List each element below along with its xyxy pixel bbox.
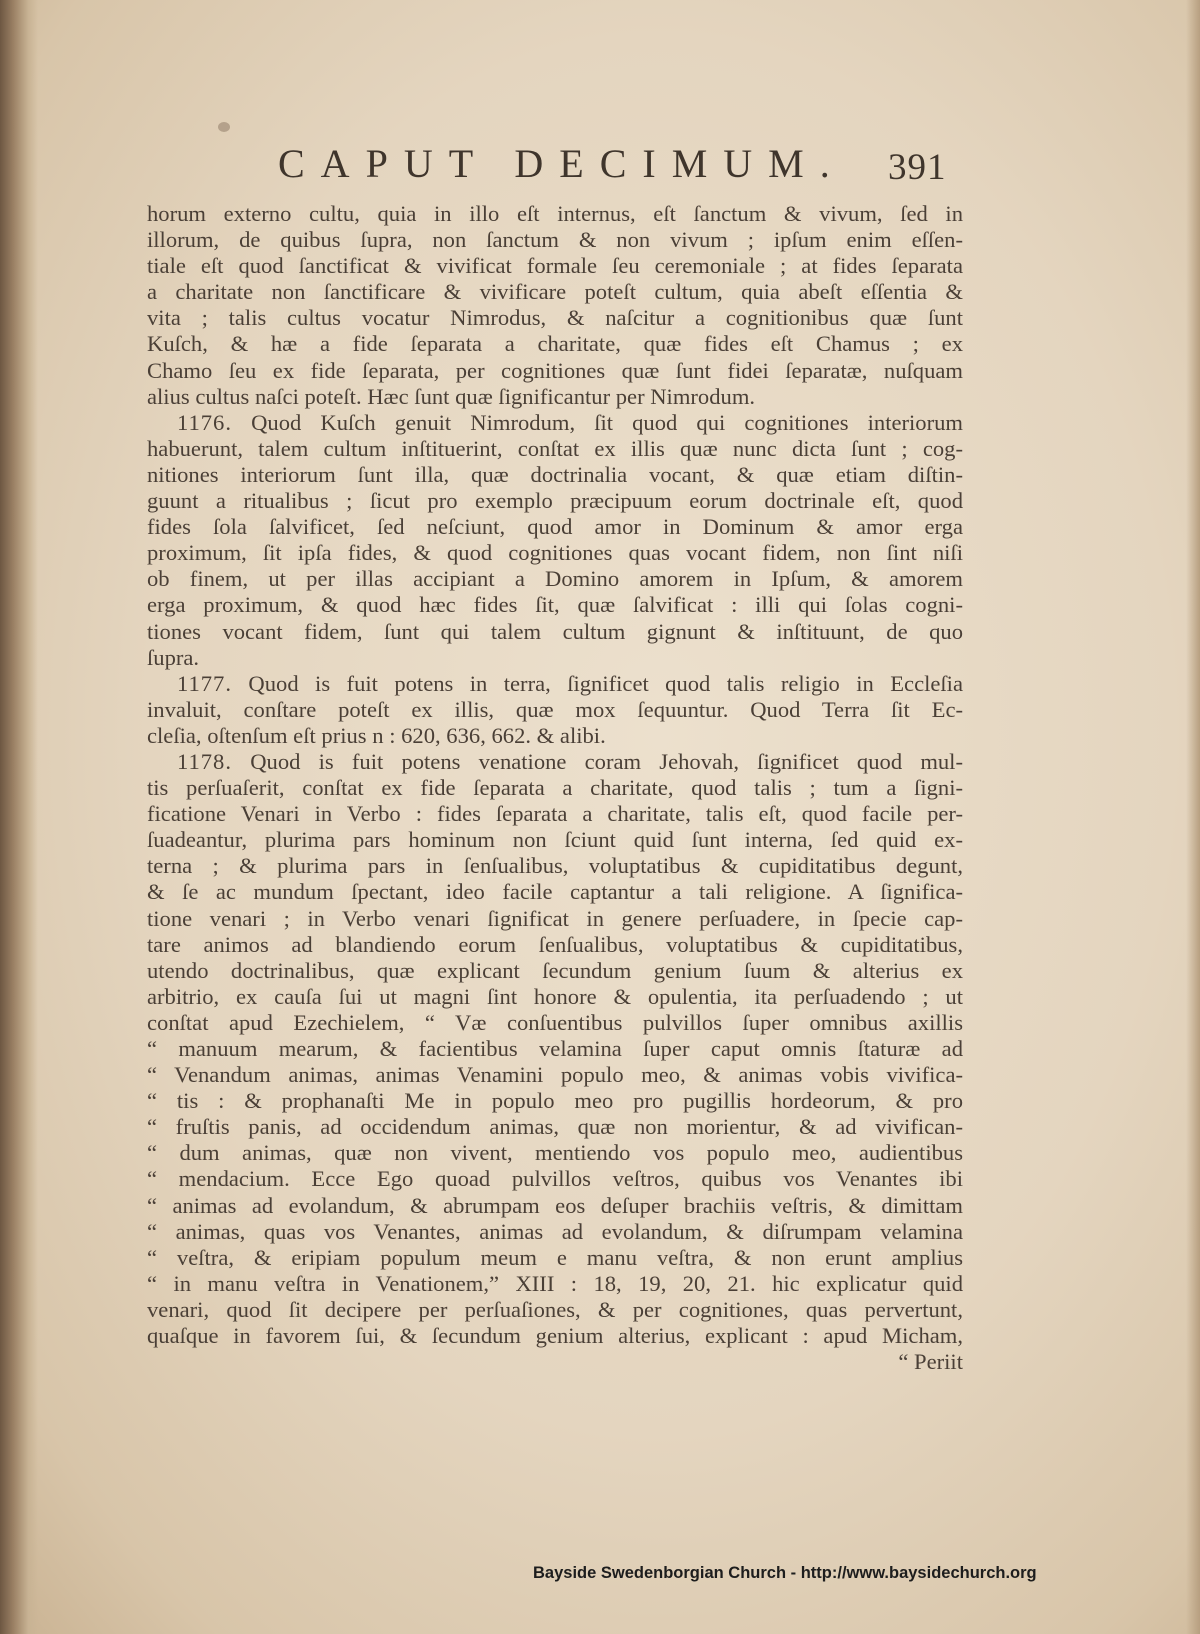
paragraph-1177-first-line: 1177. Quod is fuit potens in terra, ſignificet quod talis religio in Eccleſia (177, 670, 963, 696)
ink-smudge (218, 122, 230, 132)
catchword: “ Periit (898, 1349, 963, 1375)
paragraph-number: 1176. (177, 409, 232, 435)
text-line: arbitrio, ex cauſa ſui ut magni ſint honore & opulentia, ita perſuadendo ; ut (147, 983, 963, 1009)
text-line: alius cultus naſci poteſt. Hæc ſunt quæ ſignificantur per Nimrodum. (147, 383, 756, 409)
text-line: “ Venandum animas, animas Venamini populo meo, & animas vobis vivifica- (147, 1062, 963, 1088)
text-line: “ animas ad evolandum, & abrumpam eos deſuper brachiis veſtris, & dimittam (147, 1192, 963, 1218)
text-line: tiale eſt quod ſanctificat & vivificat formale ſeu ceremoniale ; at fides ſeparata (147, 253, 963, 279)
text-line: horum externo cultu, quia in illo eſt internus, eſt ſanctum & vivum, ſed in (147, 201, 963, 226)
page-edge-shadow (1186, 0, 1200, 1634)
text-line: Chamo ſeu ex fide ſeparata, per cognitiones quæ ſunt fidei ſeparatæ, nuſquam (147, 357, 963, 383)
text-line: “ mendacium. Ecce Ego quoad pulvillos veſtros, quibus vos Venantes ibi (147, 1166, 963, 1192)
text-line: “ dum animas, quæ non vivent, mentiendo vos populo meo, audientibus (147, 1140, 963, 1166)
paragraph-number: 1178. (177, 748, 232, 774)
text-line: “ animas, quas vos Venantes, animas ad evolandum, & diſrumpam velamina (147, 1218, 963, 1244)
text-line: tare animos ad blandiendo eorum ſenſualibus, voluptatibus & cupiditatibus, (147, 931, 963, 957)
page-header (0, 140, 1200, 200)
running-title: CAPUT DECIMUM. (278, 141, 846, 186)
text-line: “ in manu veſtra in Venationem,” XIII : 18, 19, 20, 21. hic explicatur quid (147, 1270, 963, 1296)
text-line: “ manuum mearum, & facientibus velamina ſuper caput omnis ſtaturæ ad (147, 1036, 963, 1061)
text-line: quaſque in favorem ſui, & ſecundum genium alterius, explicant : apud Micham, (147, 1323, 963, 1349)
text-line: “ tis : & prophanaſti Me in populo meo pro pugillis hordeorum, & pro (147, 1088, 963, 1114)
text-line: conſtat apud Ezechielem, “ Væ conſuentibus pulvillos ſuper omnibus axillis (147, 1009, 963, 1035)
text-line: “ fruſtis panis, ad occidendum animas, quæ non morientur, & ad vivifican- (147, 1114, 963, 1140)
text-line: ficatione Venari in Verbo : fides ſeparata a charitate, talis eſt, quod facile per- (147, 801, 963, 827)
text-line: cleſia, oſtenſum eſt prius n : 620, 636, 662. & alibi. (147, 722, 606, 748)
paragraph-number: 1177. (177, 670, 232, 696)
page-number: 391 (888, 147, 947, 188)
text-line: a charitate non ſanctificare & vivificare poteſt cultum, quia abeſt eſſentia & (147, 279, 963, 305)
text-line: guunt a ritualibus ; ſicut pro exemplo præcipuum eorum doctrinale eſt, quod (147, 488, 963, 514)
text-line: venari, quod ſit decipere per perſuaſiones, & per cognitiones, quas pervertunt, (147, 1296, 963, 1322)
book-gutter-shadow (0, 0, 38, 1634)
footer-credit: Bayside Swedenborgian Church - http://www.baysidechurch.org (533, 1564, 1037, 1582)
text-line: ſuadeantur, plurima pars hominum non ſciunt quid ſunt interna, ſed quid ex- (147, 827, 963, 853)
text-line: proximum, ſit ipſa fides, & quod cognitiones quas vocant fidem, non ſint niſi (147, 540, 963, 566)
text-line: tiones vocant fidem, ſunt qui talem cultum gignunt & inſtituunt, de quo (147, 618, 963, 644)
paragraph-1178-first-line: 1178. Quod is fuit potens venatione coram Jehovah, ſignificet quod mul- (177, 748, 963, 774)
text-line: terna ; & plurima pars in ſenſualibus, voluptatibus & cupiditatibus degunt, (147, 853, 963, 879)
text-line: ſupra. (147, 644, 200, 670)
text-line: “ veſtra, & eripiam populum meum e manu veſtra, & non erunt amplius (147, 1244, 963, 1270)
text-line: erga proximum, & quod hæc fides ſit, quæ ſalvificat : illi qui ſolas cogni- (147, 592, 963, 618)
paragraph-1176-first-line: 1176. Quod Kuſch genuit Nimrodum, ſit quod qui cognitiones interiorum (177, 409, 963, 435)
text-line: nitiones interiorum ſunt illa, quæ doctrinalia vocant, & quæ etiam diſtin- (147, 461, 963, 487)
text-line: habuerunt, talem cultum inſtituerint, conſtat ex illis quæ nunc dicta ſunt ; cog- (147, 435, 963, 461)
text-line: illorum, de quibus ſupra, non ſanctum & non vivum ; ipſum enim eſſen- (147, 227, 963, 253)
text-line: & ſe ac mundum ſpectant, ideo facile captantur a tali religione. A ſignifica- (147, 879, 963, 905)
text-line: utendo doctrinalibus, quæ explicant ſecundum genium ſuum & alterius ex (147, 957, 963, 983)
text-line: ob finem, ut per illas accipiant a Domino amorem in Ipſum, & amorem (147, 566, 963, 592)
text-line: invaluit, conſtare poteſt ex illis, quæ mox ſequuntur. Quod Terra ſit Ec- (147, 696, 963, 722)
text-line: tione venari ; in Verbo venari ſignificat in genere perſuadere, in ſpecie cap- (147, 905, 963, 931)
body-text (147, 201, 963, 1375)
text-line: tis perſuaſerit, conſtat ex fide ſeparata a charitate, quod talis ; tum a ſigni- (147, 775, 963, 801)
text-line: fides ſola ſalvificet, ſed neſciunt, quod amor in Dominum & amor erga (147, 514, 963, 540)
text-line: vita ; talis cultus vocatur Nimrodus, & naſcitur a cognitionibus quæ ſunt (147, 305, 963, 331)
text-line: Kuſch, & hæ a fide ſeparata a charitate, quæ fides eſt Chamus ; ex (147, 331, 963, 357)
